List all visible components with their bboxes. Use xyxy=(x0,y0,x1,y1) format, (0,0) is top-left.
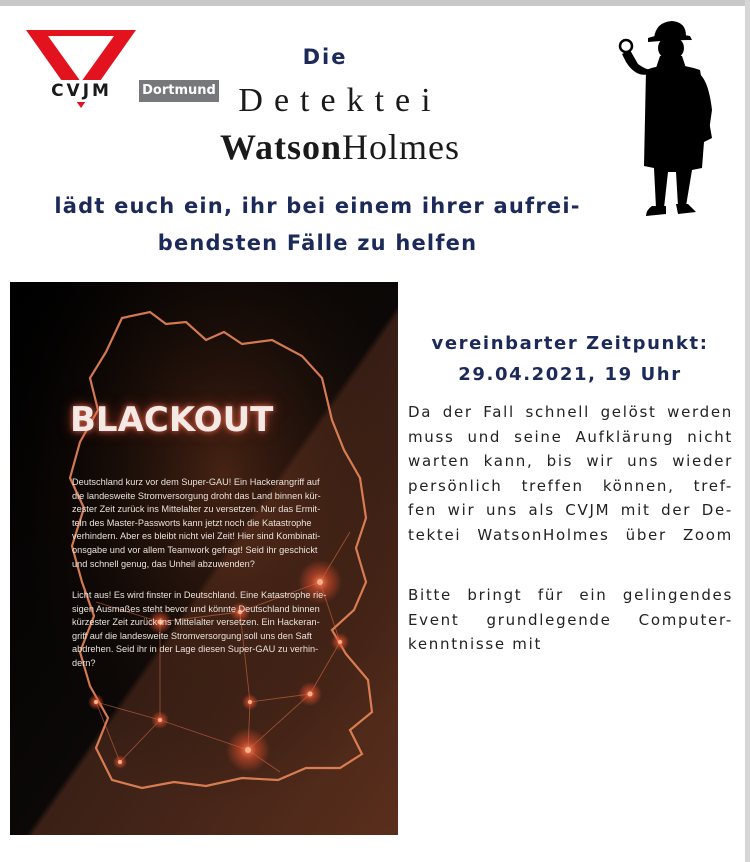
body-line: warten kann, bis wir uns wieder xyxy=(408,452,733,470)
title-name-bold: Watson xyxy=(219,127,343,167)
poster-line: sigen Ausmaßes steht bevor und könnte Deutschland binnen xyxy=(72,603,320,614)
body-line: persönlich treffen können, tref- xyxy=(408,476,733,495)
poster-line: die landesweite Stromversorgung droht das Land binnen kür- xyxy=(72,490,321,501)
poster-line: Licht aus! Es wird finster in Deutschland. Eine Katastrophe rie- xyxy=(72,590,327,600)
body-line: Da der Fall schnell gelöst werden xyxy=(408,403,733,421)
poster-line: onsgabe und vor allem Teamwork gefragt! Seid ihr geschickt xyxy=(72,544,318,555)
logo-org-name: CVJM xyxy=(27,80,136,102)
blackout-poster xyxy=(10,282,398,835)
invitation-line-2: bendsten Fälle zu helfen xyxy=(157,231,478,255)
body-line: Event grundlegende Computer- xyxy=(408,610,733,629)
appointment-datetime: 29.04.2021, 19 Uhr xyxy=(458,364,682,385)
body-line: tektei WatsonHolmes über Zoom xyxy=(408,525,733,544)
body-paragraph-1 xyxy=(408,400,733,547)
poster-line: dern? xyxy=(72,657,96,668)
title-name-regular: Holmes xyxy=(342,127,461,167)
poster-line: teln des Master-Passworts kann jetzt noch die Katastrophe xyxy=(72,517,312,528)
invitation-text xyxy=(30,188,605,262)
poster-line: Deutschland kurz vor dem Super-GAU! Ein Hackerangriff auf xyxy=(72,477,320,487)
detective-silhouette-icon xyxy=(616,18,731,228)
poster-line: und schnell genug, das Unheil abzuwenden? xyxy=(72,558,255,569)
poster-paragraph-2 xyxy=(72,589,337,671)
title-die: Die xyxy=(302,45,348,69)
poster-paragraph-1 xyxy=(72,476,337,571)
body-line: Bitte bringt für ein gelingendes xyxy=(408,586,733,604)
poster-line: verhindern. Aber es bleibt nicht viel Zeit! Hier sind Kombinati- xyxy=(72,531,321,542)
body-paragraph-2 xyxy=(408,583,733,657)
top-border xyxy=(0,0,750,6)
title-watsonholmes xyxy=(170,126,510,168)
body-line: kenntnisse mit xyxy=(408,635,543,653)
right-border xyxy=(745,0,750,862)
invitation-line-1: lädt euch ein, ihr bei einem ihrer aufrei- xyxy=(54,194,581,218)
poster-line: griff auf die landesweite Stromversorgung soll uns den Saft xyxy=(72,630,312,641)
poster-line: zester Zeit zurück ins Mittelalter zu versetzen. Nur das Ermit- xyxy=(72,504,321,515)
body-line: fen wir uns als CVJM mit der De- xyxy=(408,501,733,519)
poster-title: BLACKOUT xyxy=(70,400,274,440)
appointment-label: vereinbarter Zeitpunkt: xyxy=(431,333,709,354)
appointment xyxy=(410,328,730,390)
poster-line: abdrehen. Seid ihr in der Lage diesen Super-GAU zu verhin- xyxy=(72,644,319,655)
title-detektei: Detektei xyxy=(238,82,442,119)
logo-city-name: Dortmund xyxy=(139,80,219,102)
body-line: muss und seine Aufklärung nicht xyxy=(408,427,733,446)
poster-line: kürzester Zeit zurück ins Mittelalter versetzen. Ein Hackeran- xyxy=(72,617,320,628)
